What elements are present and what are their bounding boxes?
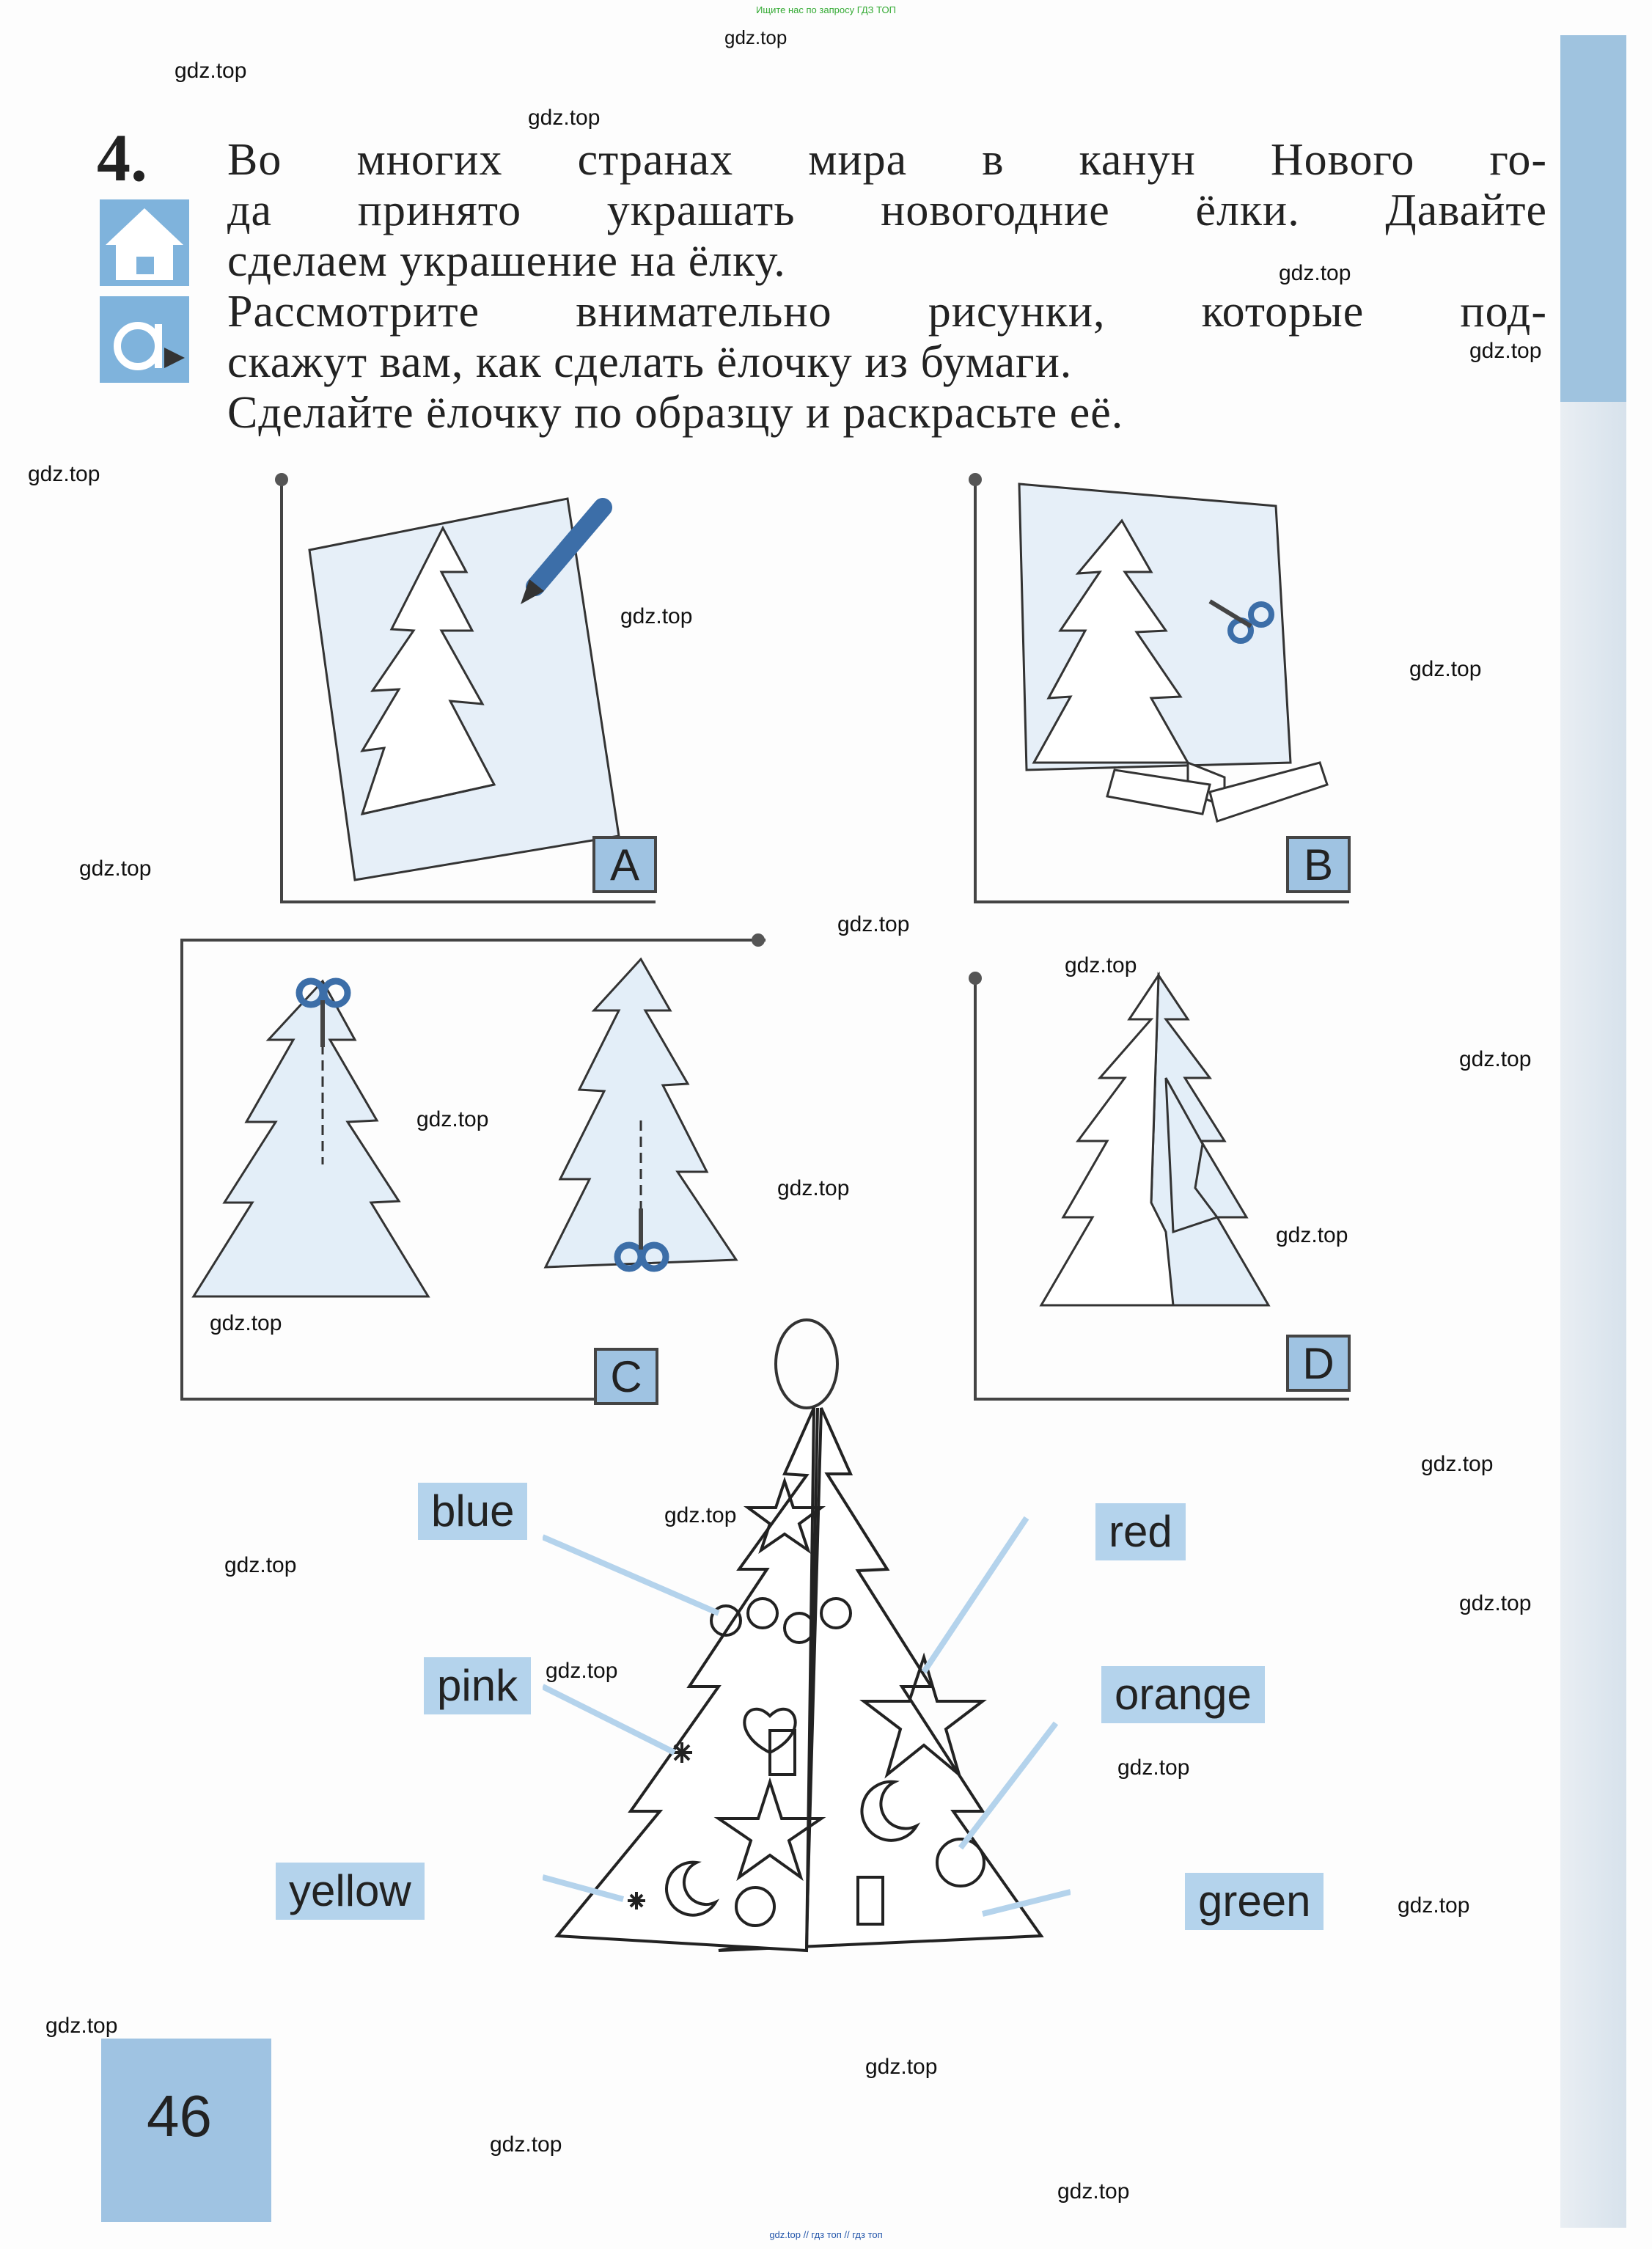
step-panel-b: [968, 469, 1364, 909]
color-label-yellow: yellow: [276, 1863, 425, 1920]
watermark: gdz.top: [777, 1176, 850, 1200]
task-number: 4.: [97, 120, 147, 195]
panel-label-c: C: [594, 1348, 658, 1405]
watermark: gdz.top: [1276, 1223, 1348, 1247]
watermark: gdz.top: [1469, 339, 1542, 363]
watermark: gdz.top: [1065, 953, 1137, 977]
watermark: gdz.top: [210, 1311, 282, 1335]
watermark: gdz.top: [620, 604, 693, 628]
task-line: скажут вам, как сделать ёлочку из бумаги.: [227, 337, 1073, 387]
task-line: сделаем украшение на ёлку.: [227, 236, 786, 286]
task-line: Во многих странах мира в канун Нового го-: [227, 135, 1547, 185]
watermark: gdz.top: [224, 1553, 297, 1577]
header-search-link[interactable]: Ищите нас по запросу ГДЗ ТОП: [756, 4, 896, 15]
watermark: gdz.top: [664, 1503, 737, 1527]
watermark: gdz.top: [175, 59, 247, 83]
color-label-red: red: [1095, 1503, 1186, 1560]
watermark: gdz.top: [1459, 1591, 1532, 1615]
watermark: gdz.top: [546, 1659, 618, 1683]
color-label-pink: pink: [424, 1657, 531, 1714]
panel-label-a: A: [592, 836, 657, 893]
step-panel-a: [274, 469, 670, 909]
watermark: gdz.top: [837, 912, 910, 936]
watermark: gdz.top: [865, 2055, 938, 2079]
watermark: gdz.top: [1421, 1452, 1494, 1476]
watermark: gdz.top: [1398, 1893, 1470, 1918]
watermark: gdz.top: [1057, 2179, 1130, 2204]
page-number: 46: [147, 2083, 212, 2149]
color-label-orange: orange: [1101, 1666, 1265, 1723]
panel-label-d: D: [1286, 1335, 1351, 1392]
watermark: gdz.top: [416, 1107, 489, 1131]
task-instructions: [227, 135, 1547, 439]
watermark: gdz.top: [79, 856, 152, 881]
watermark: gdz.top: [490, 2132, 562, 2157]
color-label-blue: blue: [418, 1483, 527, 1540]
page-edge-tab: [1560, 35, 1626, 402]
watermark: gdz.top: [528, 106, 601, 130]
task-line: да принято украшать новогодние ёлки. Давайте: [227, 186, 1547, 235]
color-label-green: green: [1185, 1873, 1324, 1930]
task-line: Рассмотрите внимательно рисунки, которые под-: [227, 287, 1547, 337]
decorated-tree-illustration: [543, 1305, 1071, 1965]
letter-a-icon: [100, 296, 189, 383]
watermark: gdz.top: [1459, 1047, 1532, 1071]
watermark: gdz.top: [28, 462, 100, 486]
watermark: gdz.top: [45, 2014, 118, 2038]
watermark: gdz.top: [1117, 1755, 1190, 1780]
watermark: gdz.top: [1409, 657, 1482, 681]
footer-link[interactable]: gdz.top // гдз топ // гдз топ: [769, 2229, 883, 2240]
task-line: Сделайте ёлочку по образцу и раскрасьте её.: [227, 388, 1124, 438]
watermark: gdz.top: [724, 26, 788, 48]
panel-label-b: B: [1286, 836, 1351, 893]
house-icon: [100, 199, 189, 286]
watermark: gdz.top: [1279, 261, 1351, 285]
